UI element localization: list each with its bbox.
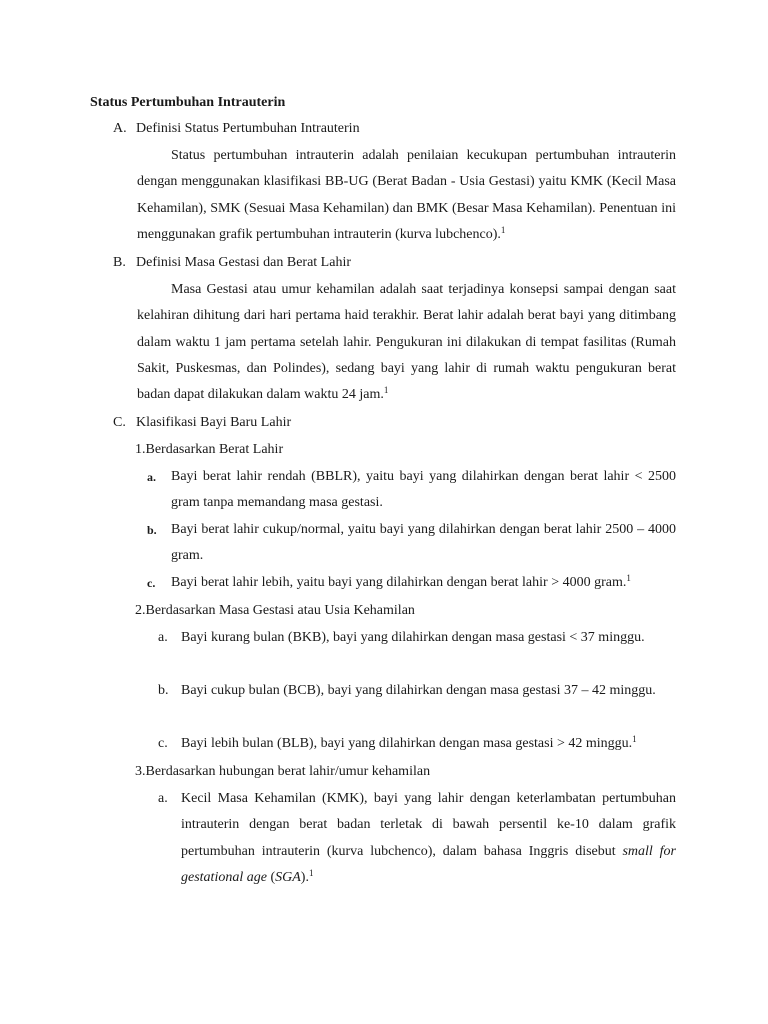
list-item bbox=[147, 517, 676, 570]
list-marker: c. bbox=[158, 736, 168, 751]
classification-3-heading bbox=[135, 762, 430, 782]
classification-2-heading bbox=[135, 601, 415, 621]
list-marker: a. bbox=[147, 470, 156, 484]
list-item bbox=[158, 625, 676, 651]
list-item bbox=[147, 464, 676, 517]
footnote-ref: 1 bbox=[383, 385, 389, 396]
footnote-ref: 1 bbox=[308, 867, 314, 878]
section-letter: C. bbox=[113, 415, 126, 430]
list-item-text: ( bbox=[266, 869, 276, 885]
list-number: 1. bbox=[135, 442, 146, 457]
paragraph-text: Masa Gestasi atau umur kehamilan adalah saat terjadinya konsepsi sampai dengan saat kelahiran dihitung dari hari pertama haid terakhir. Berat lahir adalah berat bayi yang ditimbang dalam waktu 1 jam pertama setelah lahir. Pengukuran ini dilakukan di tempat fasilitas (Rumah Sakit, Puskesmas, dan Polindes), sedang bayi yang lahir di rumah waktu pengukuran berat badan dapat dilakukan dalam waktu 24 jam. bbox=[137, 282, 676, 403]
section-a-heading bbox=[113, 119, 360, 139]
list-item-text: Bayi cukup bulan (BCB), bayi yang dilahirkan dengan masa gestasi 37 – 42 minggu. bbox=[181, 683, 656, 698]
classification-title: Berdasarkan hubungan berat lahir/umur kehamilan bbox=[145, 764, 431, 779]
document-title: Status Pertumbuhan Intrauterin bbox=[90, 95, 286, 110]
italic-abbreviation: SGA bbox=[275, 869, 301, 885]
list-number: 2. bbox=[135, 603, 146, 618]
list-number: 3. bbox=[135, 764, 146, 779]
section-b-heading bbox=[113, 253, 351, 273]
section-letter: B. bbox=[113, 255, 126, 270]
section-c-heading bbox=[113, 413, 291, 433]
section-b-paragraph bbox=[137, 277, 676, 408]
section-title: Definisi Status Pertumbuhan Intrauterin bbox=[136, 121, 360, 136]
section-letter: A. bbox=[113, 121, 127, 136]
classification-1-heading bbox=[135, 440, 283, 460]
list-item bbox=[158, 731, 676, 757]
section-title: Definisi Masa Gestasi dan Berat Lahir bbox=[136, 255, 351, 270]
list-marker: c. bbox=[147, 576, 156, 590]
footnote-ref: 1 bbox=[500, 224, 506, 235]
list-item-text: Bayi berat lahir rendah (BBLR), yaitu bayi yang dilahirkan dengan berat lahir < 2500 gram tanpa memandang masa gestasi. bbox=[171, 469, 676, 511]
list-marker: a. bbox=[158, 630, 168, 645]
list-item-text: Bayi berat lahir cukup/normal, yaitu bayi yang dilahirkan dengan berat lahir 2500 – 4000 gram. bbox=[171, 522, 676, 564]
list-item-text: ). bbox=[300, 869, 309, 885]
list-marker: b. bbox=[147, 523, 157, 537]
list-item-text: Bayi kurang bulan (BKB), bayi yang dilahirkan dengan masa gestasi < 37 minggu. bbox=[181, 630, 645, 645]
list-item-text: Kecil Masa Kehamilan (KMK), bayi yang lahir dengan keterlambatan pertumbuhan intrauterin dengan berat badan terletak di bawah persentil ke-10 dalam grafik pertumbuhan intrauterin (kurva lubchenco), dalam bahasa Inggris disebut bbox=[181, 791, 676, 859]
classification-title: Berdasarkan Masa Gestasi atau Usia Kehamilan bbox=[145, 603, 415, 618]
section-a-paragraph bbox=[137, 143, 676, 248]
italic-term: small for gestational age bbox=[181, 843, 676, 885]
section-title: Klasifikasi Bayi Baru Lahir bbox=[136, 415, 292, 430]
paragraph-text: Status pertumbuhan intrauterin adalah penilaian kecukupan pertumbuhan intrauterin dengan menggunakan klasifikasi BB-UG (Berat Badan - Usia Gestasi) yaitu KMK (Kecil Masa Kehamilan), SMK (Sesuai Masa Kehamilan) dan BMK (Besar Masa Kehamilan). Penentuan ini menggunakan grafik pertumbuhan intrauterin (kurva lubchenco). bbox=[137, 148, 676, 242]
classification-title: Berdasarkan Berat Lahir bbox=[145, 442, 284, 457]
list-marker: b. bbox=[158, 683, 169, 698]
list-item-text: Bayi berat lahir lebih, yaitu bayi yang dilahirkan dengan berat lahir > 4000 gram. bbox=[171, 575, 627, 590]
footnote-ref: 1 bbox=[632, 734, 637, 744]
list-marker: a. bbox=[158, 791, 168, 806]
list-item bbox=[147, 570, 676, 596]
list-item bbox=[158, 678, 676, 704]
list-item bbox=[158, 786, 676, 891]
list-item-text: Bayi lebih bulan (BLB), bayi yang dilahirkan dengan masa gestasi > 42 minggu. bbox=[181, 736, 633, 751]
footnote-ref: 1 bbox=[626, 573, 631, 583]
